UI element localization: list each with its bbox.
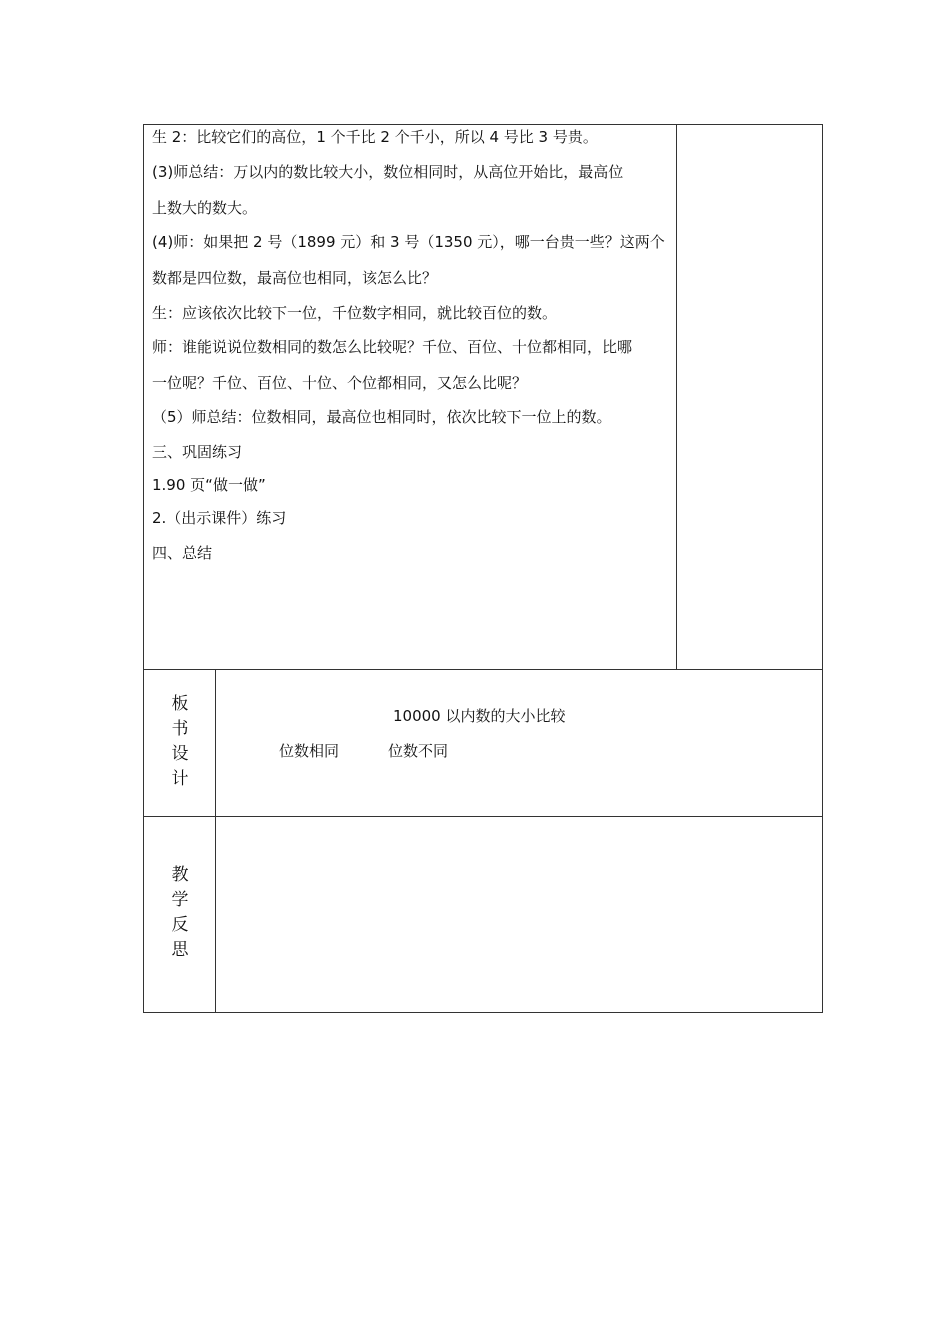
lesson-line: 1.90 页“做一做”	[152, 476, 266, 494]
lesson-line: 2.（出示课件）练习	[152, 509, 287, 527]
label-char: 设	[171, 744, 189, 764]
teaching-reflection-label	[168, 863, 192, 963]
board-item-same-digits: 位数相同	[279, 742, 340, 760]
label-char: 思	[171, 940, 189, 960]
board-item-different-digits: 位数不同	[388, 742, 449, 760]
board-design-label	[168, 692, 192, 792]
lesson-line: (3)师总结：万以内的数比较大小，数位相同时，从高位开始比，最高位	[152, 163, 624, 181]
section-heading: 四、总结	[152, 544, 213, 562]
label-char: 学	[171, 890, 189, 910]
lesson-line: 师：谁能说说位数相同的数怎么比较呢？千位、百位、十位都相同，比哪	[152, 338, 633, 356]
notes-cell	[676, 124, 823, 670]
lesson-line: 生：应该依次比较下一位，千位数字相同，就比较百位的数。	[152, 304, 558, 322]
board-design-row	[143, 669, 823, 817]
lesson-line: (4)师：如果把 2 号（1899 元）和 3 号（1350 元），哪一台贵一些？这两个	[152, 233, 665, 251]
teaching-reflection-row	[143, 816, 823, 1013]
lesson-line: 上数大的数大。	[152, 199, 258, 217]
lesson-line: （5）师总结：位数相同，最高位也相同时，依次比较下一位上的数。	[152, 408, 612, 426]
lesson-line: 数都是四位数，最高位也相同，该怎么比？	[152, 269, 438, 287]
label-char: 反	[171, 915, 189, 935]
label-char: 计	[171, 769, 189, 789]
lesson-line: 一位呢？千位、百位、十位、个位都相同，又怎么比呢？	[152, 374, 528, 392]
section-heading: 三、巩固练习	[152, 443, 243, 461]
label-char: 教	[171, 865, 189, 885]
column-divider	[215, 816, 216, 1013]
column-divider	[215, 669, 216, 817]
label-char: 书	[171, 719, 189, 739]
board-title: 10000 以内数的大小比较	[393, 707, 566, 725]
lesson-line: 生 2：比较它们的高位，1 个千比 2 个千小，所以 4 号比 3 号贵。	[152, 128, 598, 146]
label-char: 板	[171, 694, 189, 714]
